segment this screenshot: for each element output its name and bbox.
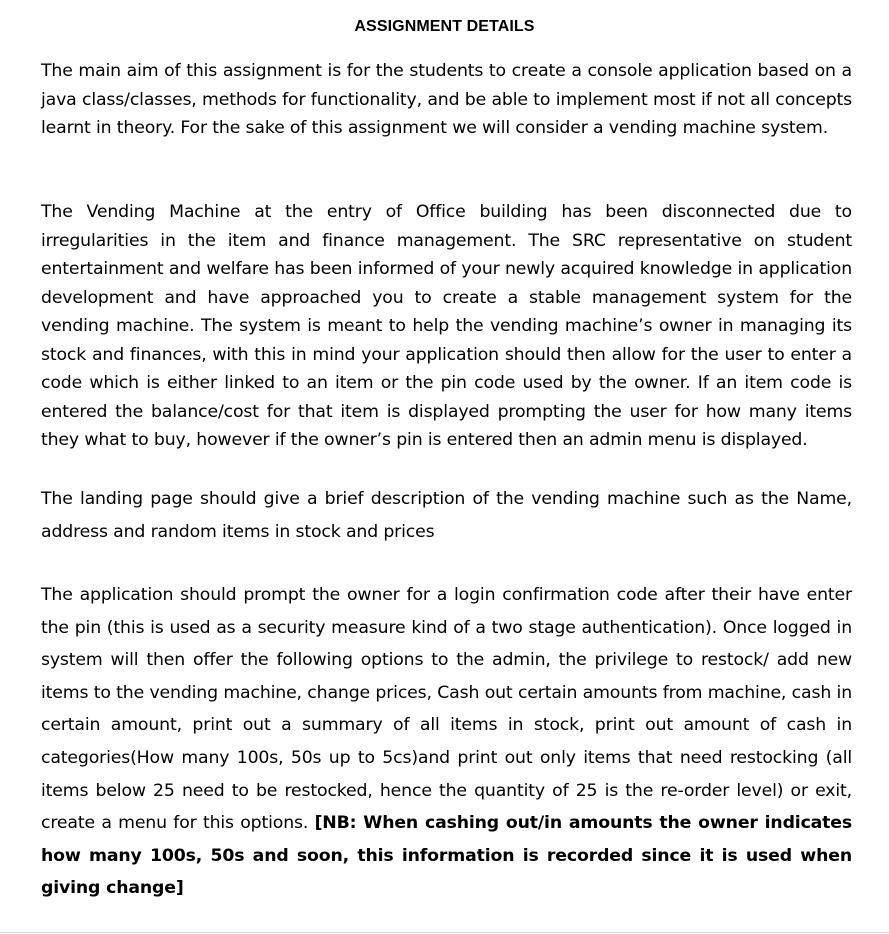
paragraph-admin-requirements-text: The application should prompt the owner for a login confirmation code after their have enter the pin (this is used as a security measure kind of a two stage authentication). Once logged in system will then offer the following options to the admin, the privilege to restock/ add new items to the vending machine, change prices, Cash out certain amounts from machine, cash in certain amount, print out a summary of all items in stock, print out amount of cash in categories(How many 100s, 50s up to 5cs)and print out only items that need restocking (all items below 25 need to be restocked, hence the quantity of 25 is the re-order level) or exit, create a menu for this options. bbox=[41, 585, 852, 834]
nb-note: [NB: When cashing out/in amounts the owner indicates how many 100s, 50s and soon, this information is recorded since it is used when giving change] bbox=[41, 813, 852, 899]
paragraph-intro: The main aim of this assignment is for the students to create a console application based on a java class/classes, methods for functionality, and be able to implement most if not all concepts learnt in theory. For the sake of this assignment we will consider a vending machine system. bbox=[41, 61, 852, 138]
document-title: ASSIGNMENT DETAILS bbox=[354, 18, 535, 35]
paragraph-landing-page: The landing page should give a brief description of the vending machine such as the Name, address and random items in stock and prices bbox=[41, 489, 852, 542]
paragraph-admin-requirements bbox=[41, 579, 852, 905]
page-bottom-divider bbox=[0, 932, 889, 933]
paragraph-vending-machine-background: The Vending Machine at the entry of Office building has been disconnected due to irregularities in the item and finance management. The SRC representative on student entertainment and welfare has been informed of your newly acquired knowledge in application development and have approached you to create a stable management system for the vending machine. The system is meant to help the vending machine’s owner in managing its stock and finances, with this in mind your application should then allow for the user to enter a code which is either linked to an item or the pin code used by the owner. If an item code is entered the balance/cost for that item is displayed prompting the user for how many items they what to buy, however if the owner’s pin is entered then an admin menu is displayed. bbox=[41, 202, 852, 450]
